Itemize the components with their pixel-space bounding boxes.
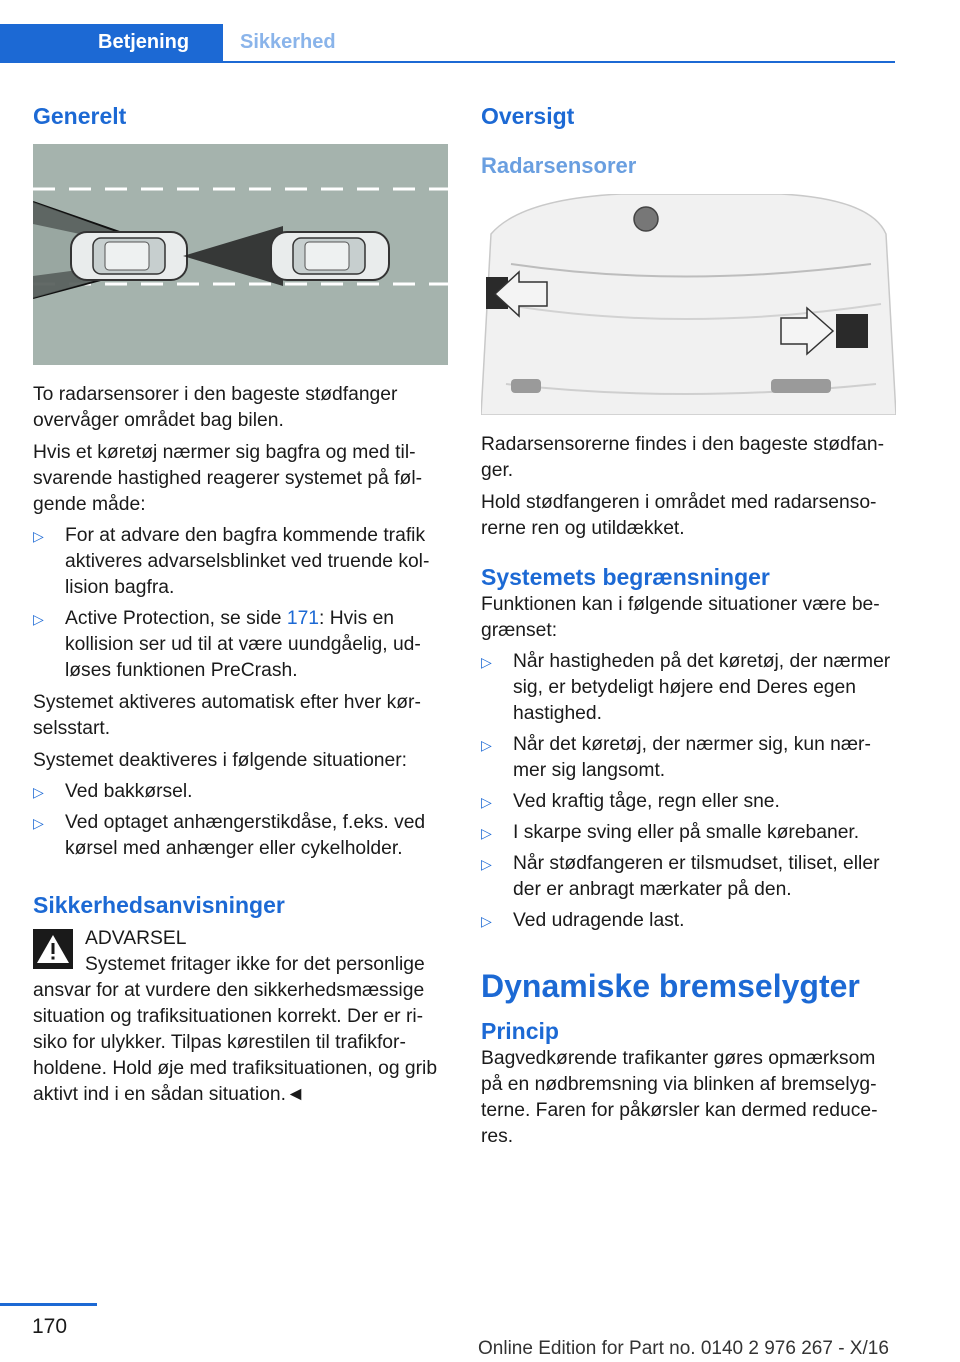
footer-edition: Online Edition for Part no. 0140 2 976 267 - X/16 <box>478 1338 889 1359</box>
heading-princip: Princip <box>481 1018 559 1044</box>
triangle-bullet-icon: ▷ <box>481 737 492 753</box>
radar-paragraph-1: Radarsensorerne findes i den bageste stødfanger. <box>481 434 885 481</box>
page-reference-link[interactable]: 171 <box>286 608 320 629</box>
tab-betjening[interactable]: Betjening <box>0 24 223 61</box>
front-car-shape <box>271 232 389 280</box>
list-item: ▷ For at advare den bagfra kommende trafik aktiveres advarselsblinket ved truende kollision bagfra. <box>33 525 430 598</box>
triangle-bullet-icon: ▷ <box>481 825 492 841</box>
right-column <box>481 95 896 1150</box>
list-item: ▷ Ved kraftig tåge, regn eller sne. <box>481 789 896 815</box>
radar-paragraph-2: Hold stødfangeren i området med radarsensorerne ren og utildækket. <box>481 492 877 539</box>
heading-sikkerhedsanvisninger: Sikkerhedsanvisninger <box>33 892 285 918</box>
warning-box <box>33 926 448 1108</box>
heading-generelt: Generelt <box>33 103 127 129</box>
triangle-bullet-icon: ▷ <box>33 528 44 544</box>
heading-begraensninger: Systemets begrænsninger <box>481 564 770 590</box>
triangle-bullet-icon: ▷ <box>481 654 492 670</box>
warning-triangle-icon <box>33 929 73 969</box>
list-item: ▷ Når stødfangeren er tilsmudset, tiliset, eller der er anbragt mærkater på den. <box>481 853 880 900</box>
triangle-bullet-icon: ▷ <box>481 856 492 872</box>
limits-intro: Funktionen kan i følgende situationer være begrænset: <box>481 594 880 641</box>
list-item: ▷ Ved optaget anhængerstikdåse, f.eks. ved kørsel med anhænger eller cykelholder. <box>33 812 426 859</box>
list-item: ▷ I skarpe sving eller på smalle kørebaner. <box>481 820 896 846</box>
triangle-bullet-icon: ▷ <box>481 913 492 929</box>
heading-oversigt: Oversigt <box>481 103 575 129</box>
paragraph-deactivation: Systemet deaktiveres i følgende situationer: <box>33 750 408 771</box>
triangle-bullet-icon: ▷ <box>33 784 44 800</box>
right-radar-sensor-marker <box>836 314 868 348</box>
list-item: ▷ Active Protection, se side 171: Hvis en kollision ser ud til at være uundgåelig, udløses funktionen PreCrash. <box>33 608 421 681</box>
warning-text: Systemet fritager ikke for det personlige ansvar for at vurdere den sikkerhedsmæssige situation og trafiksituationen korrekt. Der er risiko for ulykker. Tilpas kørestilen til trafikforholdene. Hold øje med trafiksituationen, og grib aktivt ind i en sådan situation.◄ <box>33 954 438 1105</box>
header-tabbar <box>0 24 895 63</box>
heading-dynamiske-bremselygter: Dynamiske bremselygter <box>481 968 860 1004</box>
left-column <box>33 95 448 1108</box>
triangle-bullet-icon: ▷ <box>481 794 492 810</box>
princip-text: Bagvedkørende trafikanter gøres opmærksom på en nødbremsning via blinken af bremselygterne. Faren for påkørsler kan dermed reduceres. <box>481 1048 878 1147</box>
warning-title: ADVARSEL <box>85 928 187 949</box>
triangle-bullet-icon: ▷ <box>33 815 44 831</box>
rear-car-shape <box>71 232 187 280</box>
list-item: ▷ Når hastigheden på det køretøj, der nærmer sig, er betydeligt højere end Deres egen hastighed. <box>481 651 891 724</box>
footer-rule <box>0 1303 97 1306</box>
intro-paragraph-2: Hvis et køretøj nærmer sig bagfra og med tilsvarende hastighed reagerer systemet på følgende måde: <box>33 442 423 515</box>
list-item: ▷ Ved bakkørsel. <box>33 779 448 805</box>
triangle-bullet-icon: ▷ <box>33 611 44 627</box>
heading-radarsensorer: Radarsensorer <box>481 153 637 178</box>
intro-paragraph-1: To radarsensorer i den bageste stødfanger overvåger området bag bilen. <box>33 384 398 431</box>
paragraph-activation: Systemet aktiveres automatisk efter hver kørselsstart. <box>33 692 421 739</box>
rear-bumper-sensors-illustration <box>481 194 896 415</box>
list-item: ▷ Når det køretøj, der nærmer sig, kun nærmer sig langsomt. <box>481 734 871 781</box>
page-number: 170 <box>32 1315 68 1338</box>
tab-sikkerhed[interactable]: Sikkerhed <box>240 31 336 53</box>
list-item: ▷ Ved udragende last. <box>481 908 896 934</box>
rear-radar-coverage-illustration <box>33 144 448 365</box>
